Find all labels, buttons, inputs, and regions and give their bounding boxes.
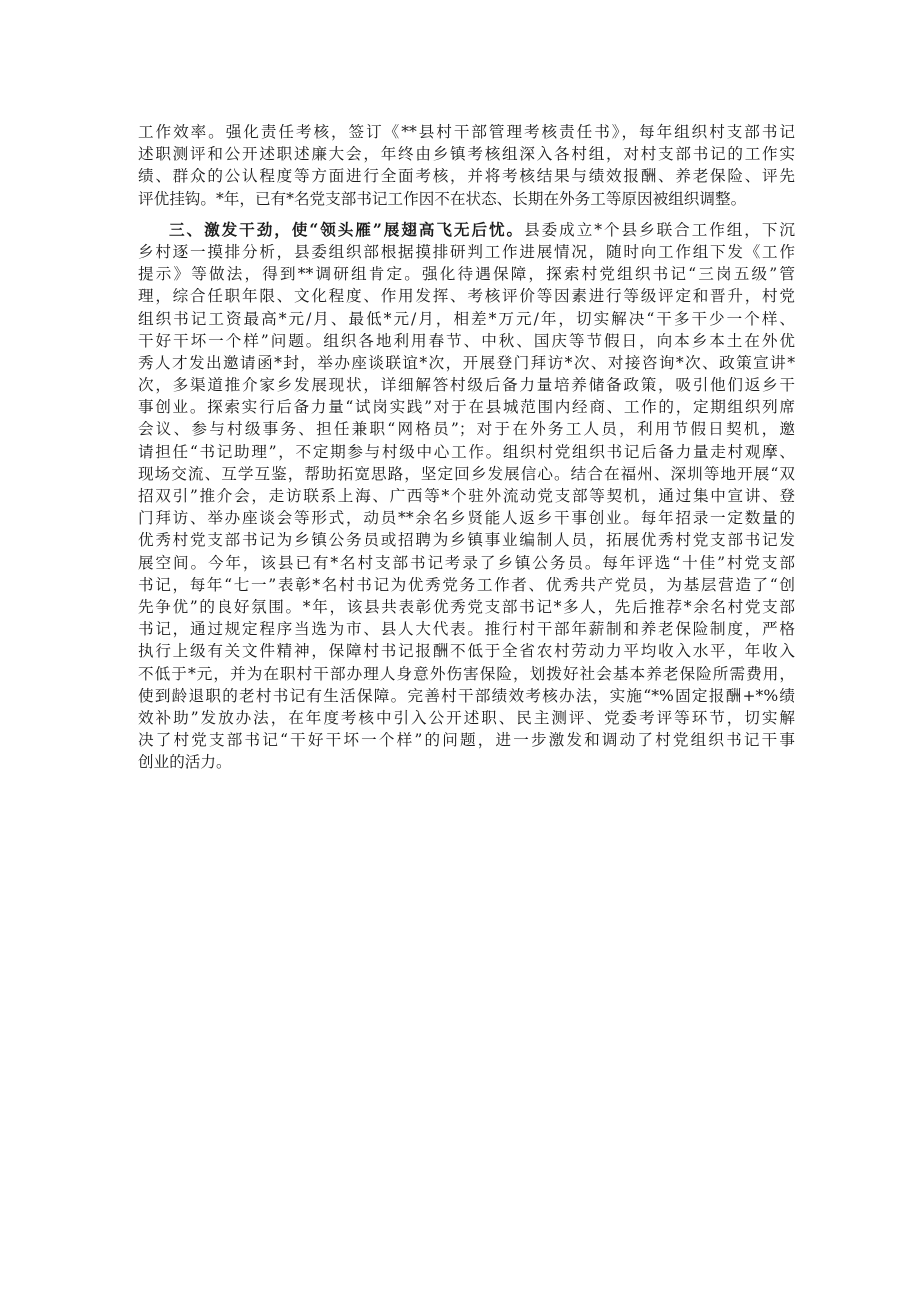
- text-line: 书记，通过规定程序当选为市、县人大代表。推行村干部年薪制和养老保险制度，严格: [138, 620, 795, 639]
- text-line-first: [138, 219, 795, 241]
- text-line: 招双引”推介会，走访联系上海、广西等*个驻外流动党支部等契机，通过集中宣讲、登: [138, 487, 795, 505]
- text-line: 次，多渠道推介家乡发展现状，详细解答村级后备力量培养储备政策，吸引他们返乡干: [138, 376, 795, 395]
- text-line: 请担任“书记助理”，不定期参与村级中心工作。组织村党组织书记后备力量走村观摩、: [138, 442, 795, 461]
- document-page: [138, 121, 795, 773]
- text-line-rest: 县委成立*个县乡联合工作组，下沉: [524, 220, 795, 239]
- text-line: 门拜访、举办座谈会等形式，动员**余名乡贤能人返乡干事创业。每年招录一定数量的: [138, 509, 795, 528]
- text-line: 干好干坏一个样”问题。组织各地利用春节、中秋、国庆等节假日，向本乡本土在外优: [138, 331, 795, 350]
- text-line: 不低于*元，并为在职村干部办理人身意外伤害保险，划拨好社会基本养老保险所需费用，: [138, 664, 795, 683]
- text-line: 会议、参与村级事务、担任兼职“网格员”；对于在外务工人员，利用节假日契机，邀: [138, 420, 795, 439]
- text-line: 创业的活力。: [138, 753, 232, 772]
- paragraph-1: [138, 121, 795, 210]
- text-line: 提示》等做法，得到**调研组肯定。强化待遇保障，探索村党组织书记“三岗五级”管: [138, 265, 795, 284]
- paragraph-2: [138, 219, 795, 774]
- text-line: 乡村逐一摸排分析，县委组织部根据摸排研判工作进展情况，随时向工作组下发《工作: [138, 242, 795, 261]
- text-line: 理，综合任职年限、文化程度、作用发挥、考核评价等因素进行等级评定和晋升，村党: [138, 287, 795, 306]
- text-line: 绩、群众的公认程度等方面进行全面考核，并将考核结果与绩效报酬、养老保险、评先: [138, 167, 795, 186]
- text-line: 书记，每年“七一”表彰*名村书记为优秀党务工作者、优秀共产党员，为基层营造了“创: [138, 575, 795, 594]
- text-line: 使到龄退职的老村书记有生活保障。完善村干部绩效考核办法，实施“*%固定报酬+*%绩: [138, 686, 795, 705]
- text-line: 述职测评和公开述职述廉大会，年终由乡镇考核组深入各村组，对村支部书记的工作实: [138, 145, 795, 164]
- text-line: 决了村党支部书记“干好干坏一个样”的问题，进一步激发和调动了村党组织书记干事: [138, 731, 795, 750]
- section-heading: 三、激发干劲，使“领头雁”展翅高飞无后忧。: [169, 219, 525, 239]
- text-line: 优秀村党支部书记为乡镇公务员或招聘为乡镇事业编制人员，拓展优秀村党支部书记发: [138, 531, 795, 550]
- text-line: 现场交流、互学互鉴，帮助拓宽思路，坚定回乡发展信心。结合在福州、深圳等地开展“双: [138, 464, 795, 483]
- text-line: 秀人才发出邀请函*封，举办座谈联谊*次，开展登门拜访*次、对接咨询*次、政策宣讲*: [138, 353, 795, 372]
- text-line: 先争优”的良好氛围。*年，该县共表彰优秀党支部书记*多人，先后推荐*余名村党支部: [138, 597, 795, 616]
- text-line: 工作效率。强化责任考核，签订《**县村干部管理考核责任书》，每年组织村支部书记: [138, 123, 795, 141]
- text-line: 组织书记工资最高*元/月、最低*元/月，相差*万元/年，切实解决“干多干少一个样、: [138, 309, 795, 328]
- text-line: 执行上级有关文件精神，保障村书记报酬不低于全省农村劳动力平均收入水平，年收入: [138, 642, 795, 661]
- text-line: 事创业。探索实行后备力量“试岗实践”对于在县城范围内经商、工作的，定期组织列席: [138, 398, 795, 417]
- text-line: 效补助”发放办法，在年度考核中引入公开述职、民主测评、党委考评等环节，切实解: [138, 708, 795, 727]
- text-line: 评优挂钩。*年，已有*名党支部书记工作因不在状态、长期在外务工等原因被组织调整。: [138, 189, 747, 208]
- text-line: 展空间。今年，该县已有*名村支部书记考录了乡镇公务员。每年评选“十佳”村党支部: [138, 553, 795, 572]
